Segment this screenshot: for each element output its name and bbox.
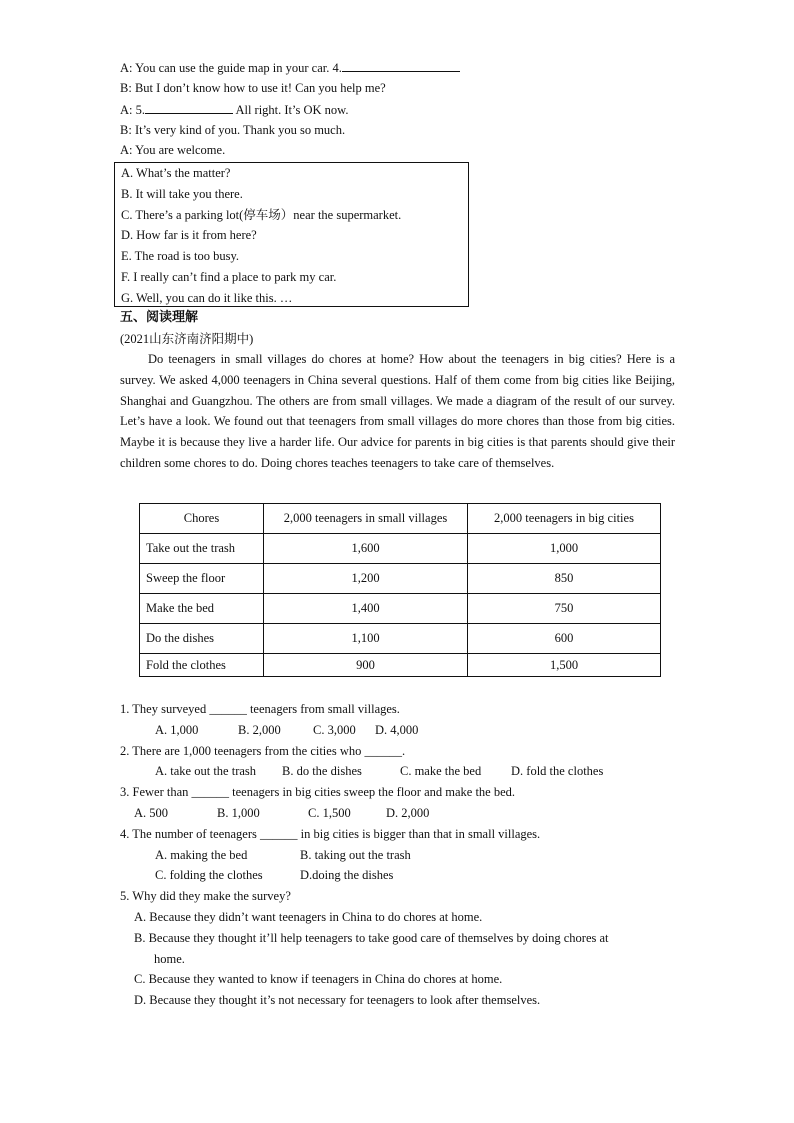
option-d: D. How far is it from here? xyxy=(121,228,257,242)
cities-count: 750 xyxy=(468,594,661,624)
villages-count: 900 xyxy=(264,654,468,677)
question-5-option-d: D. Because they thought it’s not necessary for teenagers to look after themselves. xyxy=(134,993,541,1007)
question-2-option-b: B. do the dishes xyxy=(282,764,362,778)
question-4-option-c: C. folding the clothes xyxy=(155,868,263,882)
speaker: A: xyxy=(120,143,133,157)
dialogue-text: All right. It’s OK now. xyxy=(235,103,349,117)
dialogue-text: You are welcome. xyxy=(135,143,226,157)
question-4-option-a: A. making the bed xyxy=(155,848,248,862)
speaker: A: xyxy=(120,61,133,75)
table-row xyxy=(140,624,661,654)
villages-count: 1,400 xyxy=(264,594,468,624)
option-b: B. It will take you there. xyxy=(121,187,243,201)
chore-name: Take out the trash xyxy=(140,534,264,564)
table-row xyxy=(140,534,661,564)
question-5-option-b: B. Because they thought it’ll help teenagers to take good care of themselves by doing chores at xyxy=(134,931,609,945)
blank-number: 5. xyxy=(135,103,145,117)
section-heading: 五、阅读理解 xyxy=(120,310,199,325)
villages-count: 1,600 xyxy=(264,534,468,564)
table-header-row xyxy=(140,504,661,534)
table-row xyxy=(140,594,661,624)
options-box xyxy=(114,162,469,307)
chore-name: Do the dishes xyxy=(140,624,264,654)
question-1-option-c: C. 3,000 xyxy=(313,723,356,737)
question-2-option-d: D. fold the clothes xyxy=(511,764,604,778)
question-5-option-b-cont: home. xyxy=(154,952,185,966)
question-1-stem: 1. They surveyed ______ teenagers from small villages. xyxy=(120,702,400,716)
table-row xyxy=(140,564,661,594)
chore-name: Sweep the floor xyxy=(140,564,264,594)
question-1-option-b: B. 2,000 xyxy=(238,723,281,737)
cities-count: 1,000 xyxy=(468,534,661,564)
question-1-option-d: D. 4,000 xyxy=(375,723,419,737)
question-3-option-c: C. 1,500 xyxy=(308,806,351,820)
option-g: G. Well, you can do it like this. … xyxy=(121,291,293,305)
header-chores: Chores xyxy=(140,504,264,534)
question-5-option-c: C. Because they wanted to know if teenagers in China do chores at home. xyxy=(134,972,503,986)
option-c: C. There’s a parking lot(停车场）near the supermarket. xyxy=(121,208,402,222)
question-2-option-c: C. make the bed xyxy=(400,764,482,778)
dialogue-text: You can use the guide map in your car. 4. xyxy=(135,61,342,75)
question-2-option-a: A. take out the trash xyxy=(155,764,257,778)
dialogue-line-4 xyxy=(120,122,345,138)
dialogue-line-1 xyxy=(120,59,460,76)
answer-blank-5[interactable] xyxy=(145,101,233,114)
source-note: (2021山东济南济阳期中) xyxy=(120,332,254,346)
chore-name: Make the bed xyxy=(140,594,264,624)
dialogue-line-3 xyxy=(120,101,349,118)
dialogue-line-2 xyxy=(120,80,386,96)
table-row xyxy=(140,654,661,677)
header-villages: 2,000 teenagers in small villages xyxy=(264,504,468,534)
option-e: E. The road is too busy. xyxy=(121,249,240,263)
question-3-stem: 3. Fewer than ______ teenagers in big cities sweep the floor and make the bed. xyxy=(120,785,516,799)
question-4-option-d: D.doing the dishes xyxy=(300,868,394,882)
villages-count: 1,200 xyxy=(264,564,468,594)
speaker: B: xyxy=(120,123,132,137)
villages-count: 1,100 xyxy=(264,624,468,654)
cities-count: 850 xyxy=(468,564,661,594)
passage-text: Do teenagers in small villages do chores at home? How about the teenagers in big cities? Here is a survey. We asked 4,000 teenagers in China several questions. Half of them come from big cities like Beijing, Shanghai and Guangzhou. The others are from small villages. We made a diagram of the result of our survey. Let’s have a look. We found out that teenagers from small villages do more chores than those from big cities. Maybe it is because they live a harder life. Our advice for parents in big cities is that parents should give their children some chores to do. Doing chores teaches teenagers to take care of themselves. xyxy=(120,352,675,470)
dialogue-line-5 xyxy=(120,142,225,158)
cities-count: 1,500 xyxy=(468,654,661,677)
dialogue-text: But I don’t know how to use it! Can you help me? xyxy=(134,81,386,95)
question-4-stem: 4. The number of teenagers ______ in big cities is bigger than that in small villages. xyxy=(120,827,541,841)
dialogue-text: It’s very kind of you. Thank you so much. xyxy=(134,123,346,137)
question-3-option-b: B. 1,000 xyxy=(217,806,260,820)
reading-passage xyxy=(120,349,675,474)
answer-blank-4[interactable] xyxy=(342,59,460,72)
question-5-stem: 5. Why did they make the survey? xyxy=(120,889,291,903)
chore-name: Fold the clothes xyxy=(140,654,264,677)
option-f: F. I really can’t find a place to park my car. xyxy=(121,270,337,284)
question-2-stem: 2. There are 1,000 teenagers from the cities who ______. xyxy=(120,744,406,758)
speaker: B: xyxy=(120,81,132,95)
question-4-option-b: B. taking out the trash xyxy=(300,848,411,862)
chores-table xyxy=(139,503,661,677)
question-5-option-a: A. Because they didn’t want teenagers in China to do chores at home. xyxy=(134,910,483,924)
cities-count: 600 xyxy=(468,624,661,654)
header-cities: 2,000 teenagers in big cities xyxy=(468,504,661,534)
question-3-option-d: D. 2,000 xyxy=(386,806,430,820)
option-a: A. What’s the matter? xyxy=(121,166,231,180)
question-1-option-a: A. 1,000 xyxy=(155,723,199,737)
question-3-option-a: A. 500 xyxy=(134,806,169,820)
speaker: A: xyxy=(120,103,133,117)
